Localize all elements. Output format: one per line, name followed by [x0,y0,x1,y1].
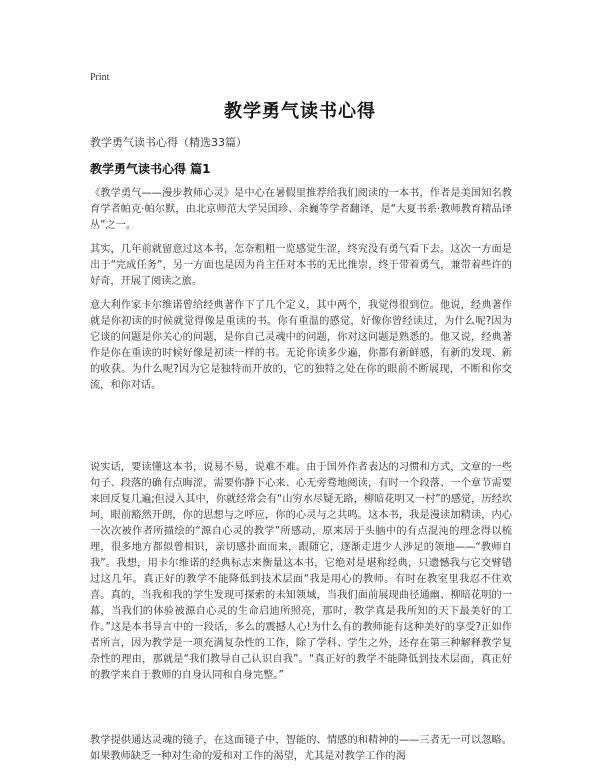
paragraph-5: 教学提供通达灵魂的镜子，在这面镜子中，智能的、情感的和精神的——三者无一可以忽略。如果教师缺乏一种对生命的爱和对工作的渴望，尤其是对教学工作的渴 [90,735,512,762]
print-label[interactable]: Print [90,72,110,83]
paragraph-1: 《教学勇气——漫步教师心灵》是中心在暑假里推荐给我们阅读的一本书，作者是美国知名教育学者帕克·帕尔默，由北京师范大学吴国珍、余巍等学者翻译，是“大夏书系·教师教育精品译丛”之一。 [90,188,512,231]
paragraph-3: 意大利作家卡尔维诺曾给经典著作下了几个定义，其中两个，我觉得很到位。他说，经典著作就是你初读的时候就觉得像是重读的书。你有重温的感觉，好像你曾经读过，为什么呢?因为它谈的问题是你关心的问题，是你自己灵魂中的问题，你对这问题是熟悉的。他又说，经典著作是你在重读的时候好像是初读一样的书。无论你读多少遍，你都有新鲜感，有新的发现、新的收获。为什么呢?因为它是独特而开放的，它的独特之处在你的眼前不断展现，不断和你交流，和你对话。 [90,300,512,391]
section-heading: 教学勇气读书心得 篇1 [90,162,211,176]
paragraph-4: 说实话，要读懂这本书，说易不易，说难不难。由于国外作者表达的习惯和方式，文章的一些句子、段落的确有点晦涩，需要你静下心来、心无旁骛地阅读，有时一个段落、一个章节需要来回反复几遍;但浸入其中，你就经常会有“山穷水尽疑无路，柳暗花明又一村”的感觉，历经坎坷，眼前豁然开朗，你的思想与之呼应，你的心灵与之共鸣。这本书，我是漫读加精读，内心一次次被作者所描绘的“源自心灵的教学”所感动，原来居于头脑中的有点混沌的理念得以梳理，很多地方都似曾相识，亲切感扑面而来，跟随它，逐渐走进少人涉足的领地——“教师自我”。我想，用卡尔维诺的经典标志来衡量这本书，它绝对是堪称经典，只遗憾我与它交臂错过这几年。真正好的教学不能降低到技术层面“我是用心的教师。有时在教室里我忍不住欢喜。真的，当我和我的学生发现可探索的未知领域，当我们面前展现曲径通幽、柳暗花明的一幕，当我们的体验被源自心灵的生命启迪所照亮，那时，教学真是我所知的天下最美好的工作。”这是本书导言中的一段话，多么的震撼人心!为什么有的教师能有这种美好的享受?正如作者所言，因为教学是一项充满复杂性的工作，除了学科、学生之外，还存在第三种解释教学复杂性的理由，那就是“我们教导自己认识自我”。“真正好的教学不能降低到技术层面，真正好的教学来自于教师的自身认同和自身完整。” [90,462,512,681]
document-subtitle: 教学勇气读书心得（精选33篇） [90,136,247,149]
paragraph-2: 其实，几年前就留意过这本书，怎奈粗粗一览感觉生涩，终究没有勇气看下去。这次一方面是出于“完成任务”，另一方面也是因为肖主任对本书的无比推崇，终于带着勇气，兼带着些许的好奇，开展了阅读之旅。 [90,244,512,287]
document-title: 教学勇气读书心得 [224,101,376,122]
